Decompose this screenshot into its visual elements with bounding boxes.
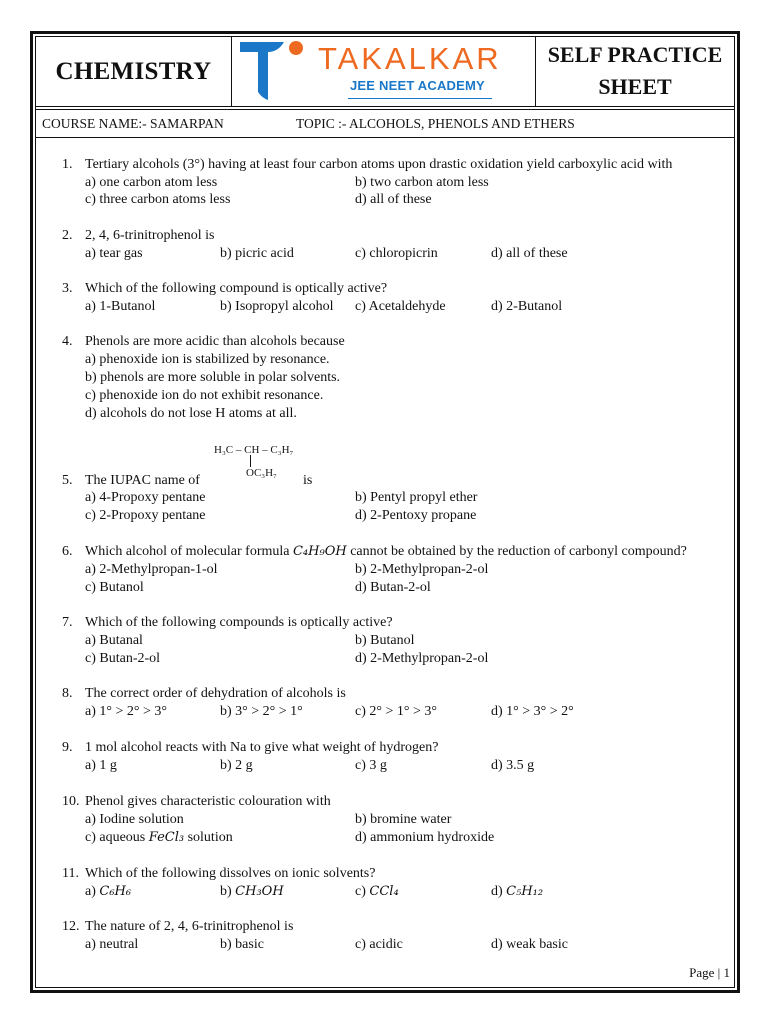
option: c) chloropicrin [355,246,438,261]
question-number: 6. [62,544,73,559]
option-formula: C₅H₁₂ [506,884,544,899]
option: d) 2-Butanol [491,299,563,314]
option: a) one carbon atom less [85,175,218,190]
question-text: The IUPAC name of [85,473,200,488]
option: a) 1° > 2° > 3° [85,704,167,719]
question-number: 9. [62,740,73,755]
option: a) 1 g [85,758,117,773]
chemical-structure-line2: OC₃H₇ [246,467,277,479]
option: d) ammonium hydroxide [355,830,495,845]
option: b) bromine water [355,812,452,827]
question-text [85,543,687,561]
option: c) 3 g [355,758,387,773]
option: d) 2-Methylpropan-2-ol [355,651,489,666]
option: c) three carbon atoms less [85,192,231,207]
header-rule [36,109,734,110]
option: d) alcohols do not lose H atoms at all. [85,406,297,421]
sheet-title-line1: SELF PRACTICE [547,42,723,67]
option-formula: CCl₄ [369,884,399,899]
question-number: 7. [62,615,73,630]
logo-mark-icon [238,38,318,104]
option-label: c) [355,884,366,899]
subject-title: CHEMISTRY [55,57,212,85]
question-text-after: cannot be obtained by the reduction of carbonyl compound? [350,544,687,559]
option [355,883,399,901]
option: b) 2-Methylpropan-2-ol [355,562,489,577]
option: a) 1-Butanol [85,299,156,314]
option: b) Pentyl propyl ether [355,490,478,505]
option: b) basic [220,937,264,952]
option [491,883,543,901]
option: b) 3° > 2° > 1° [220,704,303,719]
option: b) Butanol [355,633,415,648]
option: b) two carbon atom less [355,175,489,190]
question-text-after: is [303,473,313,488]
question-number: 12. [62,919,80,934]
question-text: The correct order of dehydration of alcohols is [85,686,346,701]
option: d) all of these [491,246,568,261]
option-formula: CH₃OH [235,884,284,899]
course-name: COURSE NAME:- SAMARPAN [42,116,224,131]
option: b) 2 g [220,758,253,773]
option: c) phenoxide ion do not exhibit resonance. [85,388,324,403]
question-text: Which of the following compounds is optically active? [85,615,393,630]
option: a) phenoxide ion is stabilized by resonance. [85,352,330,367]
option: c) 2-Propoxy pentane [85,508,206,523]
option: a) Iodine solution [85,812,184,827]
option [85,829,233,847]
option: c) Butanol [85,580,144,595]
option-formula: C₆H₆ [99,884,132,899]
option: d) 2-Pentoxy propane [355,508,477,523]
question-text: Which of the following dissolves on ionic solvents? [85,866,376,881]
option: d) weak basic [491,937,568,952]
question-number: 4. [62,334,73,349]
sheet-title [536,37,734,106]
question-text-before: Which alcohol of molecular formula [85,544,290,559]
option: d) 3.5 g [491,758,535,773]
option: b) picric acid [220,246,294,261]
sheet-title-line2: SHEET [598,74,672,99]
option: a) 2-Methylpropan-1-ol [85,562,218,577]
header-divider [231,37,232,106]
option [220,883,284,901]
header-rule [36,106,734,107]
option: a) tear gas [85,246,143,261]
academy-logo [238,38,531,104]
option: c) acidic [355,937,403,952]
option: c) Butan-2-ol [85,651,161,666]
option: d) Butan-2-ol [355,580,431,595]
option-label: c) aqueous [85,830,146,845]
question-text: The nature of 2, 4, 6-trinitrophenol is [85,919,294,934]
question-text: 1 mol alcohol reacts with Na to give what weight of hydrogen? [85,740,439,755]
chemical-structure-line1: H₃C – CH – C₃H₇ [214,444,294,456]
logo-subtitle: JEE NEET ACADEMY [350,78,485,93]
question-number: 1. [62,157,73,172]
question-number: 2. [62,228,73,243]
option [85,883,131,901]
question-number: 10. [62,794,80,809]
option: a) neutral [85,937,139,952]
option-formula: FeCl₃ [148,830,185,845]
logo-wordmark: TAKALKAR [318,41,502,76]
question-text: Phenols are more acidic than alcohols because [85,334,345,349]
question-number: 5. [62,473,73,488]
option: d) 1° > 3° > 2° [491,704,574,719]
option-label: a) [85,884,96,899]
option: b) phenols are more soluble in polar solvents. [85,370,341,385]
option: b) Isopropyl alcohol [220,299,334,314]
option: a) Butanal [85,633,143,648]
structure-bond [250,455,251,467]
question-number: 3. [62,281,73,296]
question-text: 2, 4, 6-trinitrophenol is [85,228,215,243]
option-label: d) [491,884,503,899]
molecular-formula: C₄H₉OH [292,544,347,559]
option: c) 2° > 1° > 3° [355,704,437,719]
option-text-after: solution [187,830,233,845]
option: a) 4-Propoxy pentane [85,490,206,505]
question-text: Which of the following compound is optically active? [85,281,388,296]
question-text: Phenol gives characteristic colouration with [85,794,331,809]
question-number: 8. [62,686,73,701]
option: c) Acetaldehyde [355,299,446,314]
logo-underline [348,98,492,99]
option-label: b) [220,884,232,899]
page-number: Page | 1 [689,965,730,980]
question-text: Tertiary alcohols (3°) having at least four carbon atoms upon drastic oxidation yield carboxylic acid with [85,157,673,172]
option: d) all of these [355,192,432,207]
course-rule [36,137,734,138]
topic-name: TOPIC :- ALCOHOLS, PHENOLS AND ETHERS [296,116,575,131]
question-number: 11. [62,866,79,881]
